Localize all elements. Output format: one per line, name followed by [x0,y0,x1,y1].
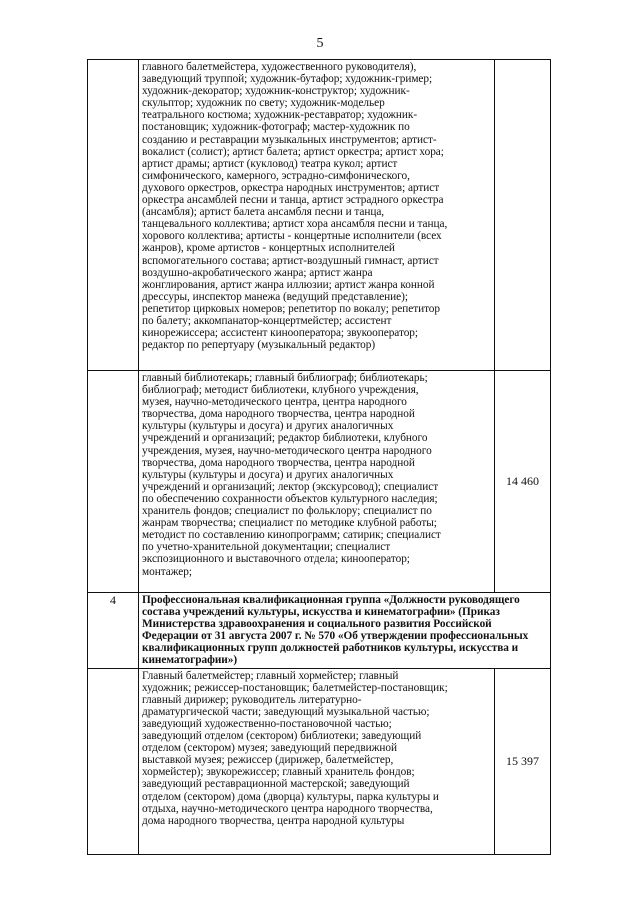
salary-table [87,59,551,855]
position-list-text: главного балетмейстера, художественного руководителя), заведующий труппой; художник-бутафор; художник-гример; художник-декоратор; художник-конструктор; художник- скульптор; художник по свету; художник-модельер театрального костюма; художник-реставратор; художник- постановщик; художник-фотограф; мастер-художник по созданию и реставрации музыкальных инструментов; артист- вокалист (солист); артист балета; артист оркестра; артист хора; артист драмы; артист (кукловод) театра кукол; артист симфонического, камерного, эстрадно-симфонического, духового оркестров, оркестра народных инструментов; артист оркестра ансамблей песни и танца, артист эстрадного оркестра (ансамбля); артист балета ансамбля песни и танца, танцевального коллектива; артист хора ансамбля песни и танца, хорового коллектива; артисты - концертные исполнители (всех жанров), кроме артистов - концертных исполнителей вспомогательного состава; артист-воздушный гимнаст, артист воздушно-акробатического жанра; артист жанра жонглирования, артист жанра иллюзии; артист жанра конной дрессуры, инспектор манежа (ведущий представление); репетитор цирковых номеров; репетитор по вокалу; репетитор по балету; аккомпанатор-концертмейстер; ассистент кинорежиссера; ассистент кинооператора; звукооператор; редактор по репертуару (музыкальный редактор) [142,61,448,352]
position-list-text: Главный балетмейстер; главный хормейстер; главный художник; режиссер-постановщик; балетмейстер-постановщик; главный дирижер; руководитель литературно- драматургической части; заведующий музыкальной частью; заведующий художественно-постановочной частью; заведующий отделом (сектором) библиотеки; заведующий отделом (сектором) музея; заведующий передвижной выставкой музея; режиссер (дирижер, балетмейстер, хормейстер); звукорежиссер; главный хранитель фондов; заведующий реставрационной мастерской; заведующий отделом (сектором) дома (дворца) культуры, парка культуры и отдыха, научно-методического центра народного творчества, дома народного творчества, центра народной культуры [142,669,448,827]
page-number: 5 [316,36,324,51]
row-number-cell [88,371,139,593]
row-number-cell [88,668,139,854]
row-number-cell: 4 [88,593,139,669]
group-heading-cell [139,593,551,669]
table-row [88,60,551,371]
position-list-cell [139,668,495,854]
salary-cell: 15 397 [495,668,551,854]
table-row [88,371,551,593]
salary-cell [495,60,551,371]
table-row [88,668,551,854]
position-list-cell [139,60,495,371]
position-list-cell [139,371,495,593]
salary-cell: 14 460 [495,371,551,593]
row-number-cell [88,60,139,371]
qualification-group-heading: Профессиональная квалификационная группа «Должности руководящего состава учреждений культуры, искусства и кинематографии» (Приказ Министерства здравоохранения и социального развития Российской Федерации от 31 августа 2007 г. № 570 «Об утверждении профессиональных квалификационных групп должностей работников культуры, искусства и кинематографии») [142,594,529,667]
table-row [88,593,551,669]
position-list-text: главный библиотекарь; главный библиограф; библиотекарь; библиограф; методист библиотеки, клубного учреждения, музея, научно-методического центра, центра народного творчества, дома народного творчества, центра народной культуры (культуры и досуга) и других аналогичных учреждений и организаций; редактор библиотеки, клубного учреждения, музея, научно-методического центра народного творчества, дома народного творчества, центра народной культуры (культуры и досуга) и других аналогичных учреждений и организаций; лектор (экскурсовод); специалист по обеспечению сохранности объектов культурного наследия; хранитель фондов; специалист по фольклору; специалист по жанрам творчества; специалист по методике клубной работы; методист по составлению кинопрограмм; сатирик; специалист по учетно-хранительной документации; специалист экспозиционного и выставочного отдела; кинооператор; монтажер; [142,372,441,578]
